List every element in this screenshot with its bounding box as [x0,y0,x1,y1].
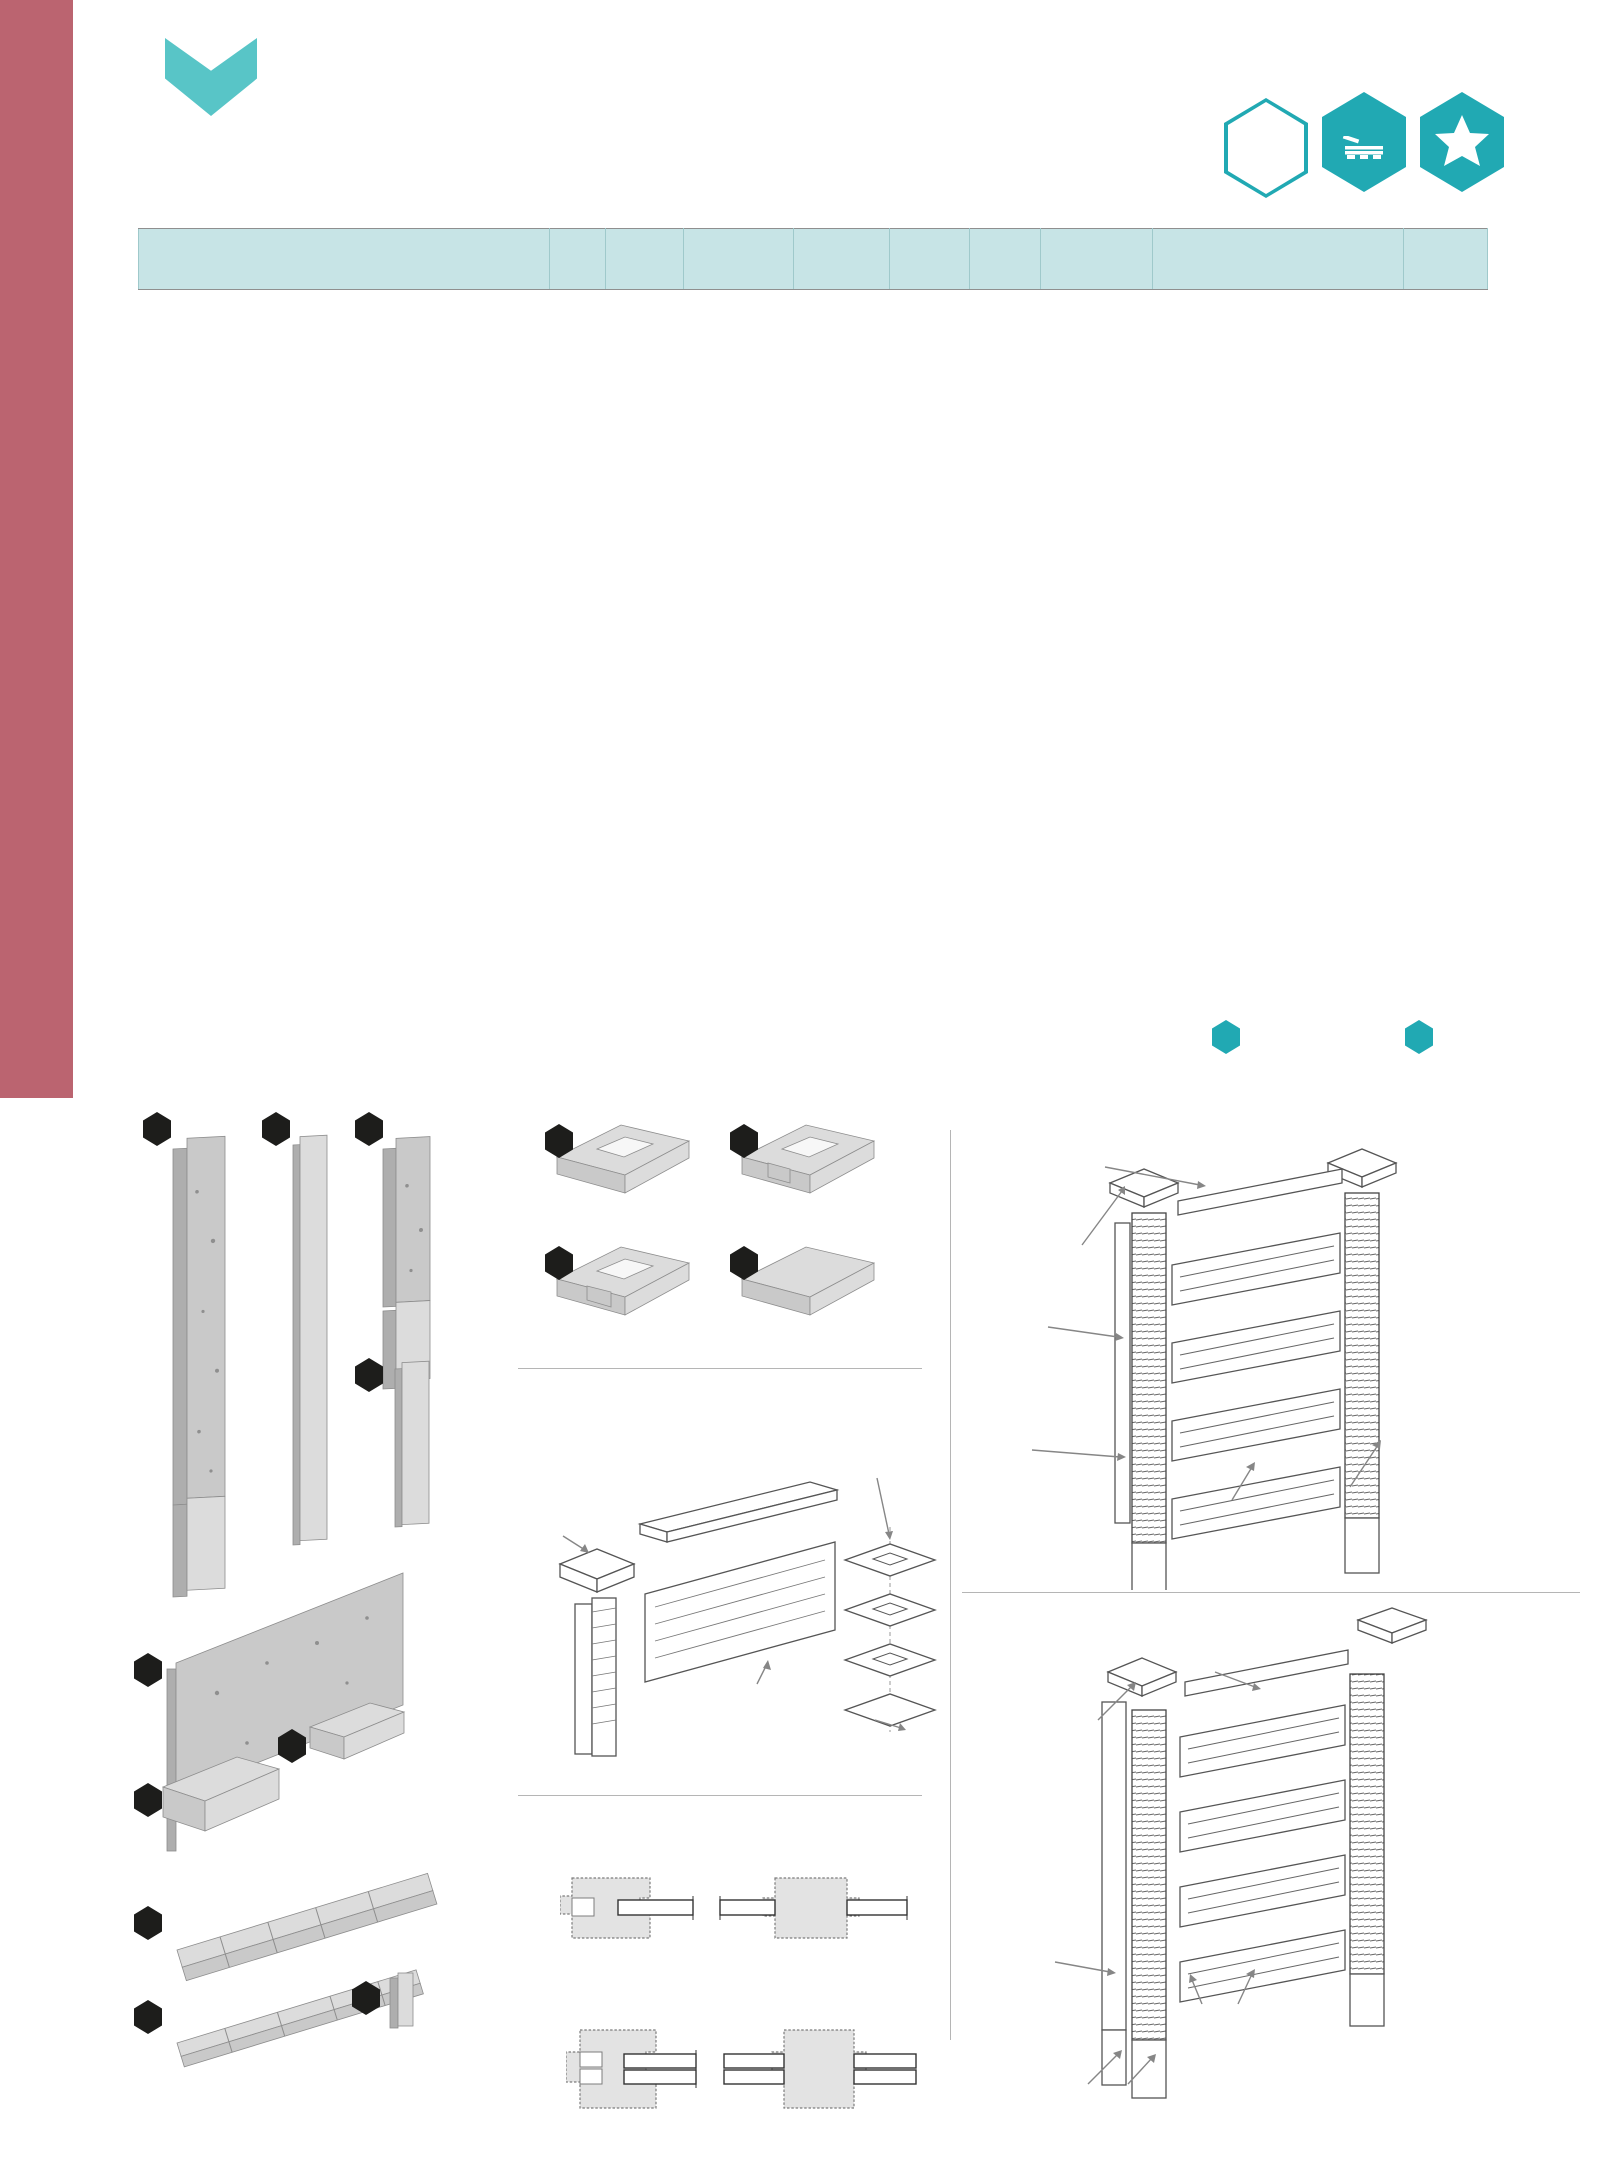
label-d2-striska-desku [1035,1653,1200,1675]
label-d1-striska-desku [955,1141,1105,1163]
label-d2-striska-sloupek [968,1701,1138,1723]
col-kod [550,229,606,290]
category-tab-label [0,880,73,1060]
col-hmotnost-baleni [1041,229,1153,290]
label-striska-desku-obou [580,1467,750,1489]
col-paleta [970,229,1041,290]
legend-patina-piskovec [1405,1020,1442,1054]
left-products-illustration [95,1105,515,2085]
category-tab [0,0,73,1098]
label-d1-sloupek220-hladky [978,1298,1098,1320]
col-nazev [139,229,550,290]
label-d1-striska-sloupek [955,1226,1113,1248]
divider-2 [518,1795,922,1796]
col-merna [794,229,890,290]
label-d2-vlozka [965,1940,1055,1962]
col-hmotnost-ks [890,229,970,290]
brand-chevron-icon [165,38,257,116]
bez-poplatku-badge [1322,92,1406,192]
star-c-badge [1420,92,1504,192]
fence-assembly-jednostranna [950,1105,1580,1590]
oboustranne-cross-sections [566,2028,926,2113]
jednostranne-cross-sections [560,1876,920,1946]
col-vyska [606,229,684,290]
product-table [138,228,1488,290]
patina-2-icon [1405,1020,1433,1054]
legend-patina-bazalt [1212,1020,1249,1054]
label-d1-vlozka [968,1418,1058,1440]
label-zdici-ukoncovaci [770,1430,960,1452]
katalog-strana-badge [1224,98,1308,198]
col-rozmery [684,229,794,290]
divider-1 [518,1368,922,1369]
pallet-icon [1341,136,1387,160]
divider-right [962,1592,1580,1593]
star-icon [1429,109,1495,175]
fence-assembly-oboustranna [950,1602,1580,2147]
label-zdici-vyrez [770,1708,960,1730]
patina-1-icon [1212,1020,1240,1054]
col-barvy [1153,229,1404,290]
table-header-row [139,229,1488,290]
col-povrch [1404,229,1488,290]
label-striska-sloupek-obou [470,1517,645,1539]
